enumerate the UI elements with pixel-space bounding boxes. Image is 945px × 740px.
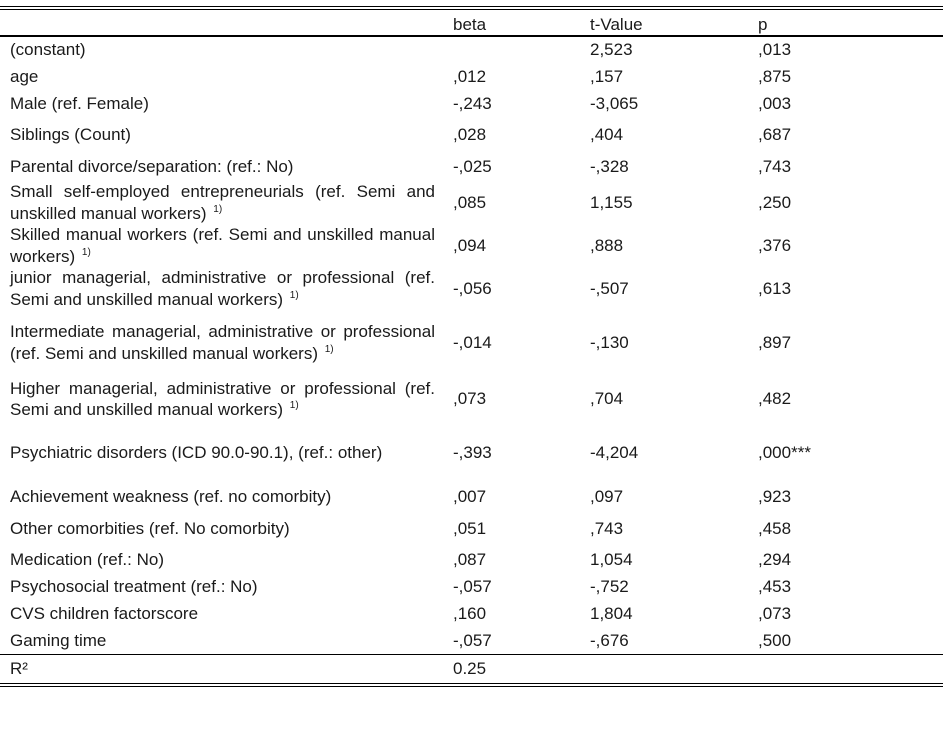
table-row (0, 423, 943, 482)
table-row (0, 153, 943, 181)
row-label (0, 423, 445, 482)
p-value: ,743 (758, 157, 792, 177)
p-value: ,000*** (758, 442, 811, 462)
header-p: p (758, 15, 768, 34)
t-value: ,743 (590, 518, 624, 538)
table-row (0, 181, 943, 224)
row-label-text: junior managerial, administrative or professional (ref. Semi and unskilled manual workers) (10, 268, 435, 309)
header-row (0, 8, 943, 36)
table-row (0, 224, 943, 267)
table-row (0, 482, 943, 512)
r-squared-label: R² (10, 658, 28, 678)
row-label (0, 545, 445, 574)
row-label (0, 627, 445, 654)
r-squared-value: 0.25 (453, 658, 487, 678)
r-squared-t-empty (582, 654, 750, 685)
row-label-text: Medication (ref.: No) (10, 549, 164, 569)
row-label (0, 512, 445, 545)
beta-value: ,094 (453, 235, 487, 255)
p-value: ,923 (758, 487, 792, 507)
table-row (0, 375, 943, 423)
p-value: ,013 (758, 40, 792, 60)
table-row (0, 310, 943, 375)
table-row (0, 117, 943, 153)
table-row (0, 512, 943, 545)
beta-value: -,393 (453, 442, 492, 462)
table-footer (0, 654, 943, 685)
row-label (0, 267, 445, 310)
t-value: 1,804 (590, 603, 633, 623)
row-label-text: Siblings (Count) (10, 125, 131, 145)
p-value: ,294 (758, 549, 792, 569)
table-row (0, 574, 943, 600)
row-label-text: age (10, 66, 39, 86)
regression-table (0, 6, 943, 687)
footnote-marker: 1) (81, 246, 91, 258)
p-value: ,003 (758, 93, 792, 113)
beta-value: ,051 (453, 518, 487, 538)
row-label-text: Male (ref. Female) (10, 93, 149, 113)
header-beta: beta (453, 15, 487, 34)
t-value: 1,155 (590, 192, 633, 212)
row-label-text: Small self-employed entrepreneurials (ref. Semi and unskilled manual workers) (10, 182, 435, 223)
table-row (0, 600, 943, 627)
row-label (0, 574, 445, 600)
r-squared-row (0, 654, 943, 685)
row-label (0, 36, 445, 63)
beta-value: -,057 (453, 577, 492, 597)
p-value: ,897 (758, 332, 792, 352)
t-value: ,704 (590, 389, 624, 409)
beta-value (445, 36, 582, 63)
row-label-text: Psychosocial treatment (ref.: No) (10, 577, 258, 597)
p-value: ,250 (758, 192, 792, 212)
p-value: ,482 (758, 389, 792, 409)
beta-value: ,073 (453, 389, 487, 409)
row-label (0, 90, 445, 117)
row-label (0, 117, 445, 153)
row-label-text: Skilled manual workers (ref. Semi and unskilled manual workers) (10, 225, 435, 266)
p-value: ,500 (758, 630, 792, 650)
p-value: ,453 (758, 577, 792, 597)
t-value: ,888 (590, 235, 624, 255)
row-label-text: Higher managerial, administrative or professional (ref. Semi and unskilled manual workers) (10, 378, 435, 419)
regression-table-container (0, 6, 943, 687)
table-row (0, 63, 943, 90)
row-label (0, 600, 445, 627)
beta-value: ,087 (453, 549, 487, 569)
row-label (0, 153, 445, 181)
t-value: -3,065 (590, 93, 639, 113)
p-value: ,875 (758, 66, 792, 86)
table-row (0, 267, 943, 310)
beta-value: -,057 (453, 630, 492, 650)
beta-value: ,028 (453, 125, 487, 145)
t-value: 1,054 (590, 549, 633, 569)
t-value: -,676 (590, 630, 629, 650)
row-label-text: Psychiatric disorders (ICD 90.0-90.1), (ref.: other) (10, 442, 383, 462)
p-value: ,458 (758, 518, 792, 538)
beta-value: -,056 (453, 278, 492, 298)
table-row (0, 545, 943, 574)
row-label-text: Other comorbities (ref. No comorbity) (10, 518, 290, 538)
table-body (0, 36, 943, 654)
beta-value: -,014 (453, 332, 492, 352)
p-value: ,376 (758, 235, 792, 255)
p-value: ,687 (758, 125, 792, 145)
row-label (0, 375, 445, 423)
t-value: ,097 (590, 487, 624, 507)
beta-value: ,160 (453, 603, 487, 623)
t-value: 2,523 (590, 40, 633, 60)
beta-value: ,085 (453, 192, 487, 212)
row-label (0, 63, 445, 90)
table-row (0, 90, 943, 117)
beta-value: ,007 (453, 487, 487, 507)
r-squared-p-empty (750, 654, 943, 685)
table-row (0, 627, 943, 654)
beta-value: -,243 (453, 93, 492, 113)
row-label-text: CVS children factorscore (10, 603, 199, 623)
header-label (0, 8, 445, 36)
t-value: -,328 (590, 157, 629, 177)
footnote-marker: 1) (289, 400, 299, 412)
footnote-marker: 1) (213, 203, 223, 215)
row-label (0, 310, 445, 375)
row-label (0, 181, 445, 224)
header-t-value: t-Value (590, 15, 643, 34)
t-value: -,130 (590, 332, 629, 352)
beta-value: ,012 (453, 66, 487, 86)
p-value: ,613 (758, 278, 792, 298)
t-value: -4,204 (590, 442, 639, 462)
t-value: ,404 (590, 125, 624, 145)
t-value: -,752 (590, 577, 629, 597)
footnote-marker: 1) (289, 289, 299, 301)
row-label-text: Parental divorce/separation: (ref.: No) (10, 157, 294, 177)
row-label-text: Gaming time (10, 630, 107, 650)
table-row (0, 36, 943, 63)
table-header (0, 8, 943, 36)
row-label-text: Intermediate managerial, administrative or professional (ref. Semi and unskilled manual workers) (10, 322, 435, 363)
t-value: -,507 (590, 278, 629, 298)
beta-value: -,025 (453, 157, 492, 177)
footnote-marker: 1) (324, 343, 334, 355)
row-label-text: (constant) (10, 40, 86, 60)
row-label (0, 482, 445, 512)
p-value: ,073 (758, 603, 792, 623)
t-value: ,157 (590, 66, 624, 86)
row-label-text: Achievement weakness (ref. no comorbity) (10, 487, 332, 507)
row-label (0, 224, 445, 267)
